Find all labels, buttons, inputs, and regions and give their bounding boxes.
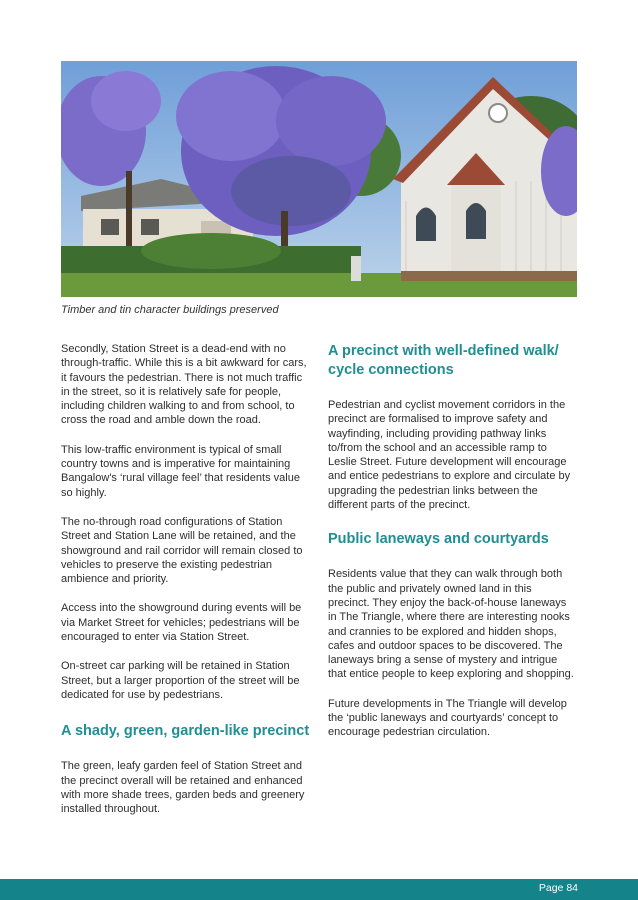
paragraph: The green, leafy garden feel of Station Street and the precinct overall will be retained and enhanced with more shade trees, garden beds and greenery installed throughout. [61, 760, 305, 816]
building-photo [61, 61, 577, 297]
photo-caption: Timber and tin character buildings preserved [61, 304, 279, 316]
footer-bar [0, 879, 638, 900]
section-heading: Public laneways and courtyards [328, 531, 549, 548]
paragraph: On-street car parking will be retained in Station Street, but a larger proportion of the street will be dedicated for use by pedestrians. [61, 660, 300, 701]
paragraph: The no-through road configurations of Station Street and Station Lane will be retained, and the showground and rail corridor will remain closed to vehicles to preserve the existing pedestrian ambience and priority. [61, 515, 303, 586]
paragraph: Secondly, Station Street is a dead-end with no through-traffic. While this is a bit awkward for cars, it favours the pedestrian. There is not much traffic in the street, so it is relatively safe for people, including children walking to and from school, to cross the road and amble down the road. [61, 343, 307, 427]
right-column [328, 342, 574, 755]
section-heading: A shady, green, garden-like precinct [61, 723, 310, 740]
paragraph: This low-traffic environment is typical of small country towns and is imperative for maintaining Bangalow's ‘rural village feel’ that residents value so highly. [61, 443, 300, 499]
paragraph: Access into the showground during events will be via Market Street for vehicles; pedestrians will be encouraged to enter via Station Street. [61, 602, 302, 644]
section-heading: A precinct with well-defined walk/ cycle connections [328, 343, 559, 378]
left-column [61, 342, 311, 831]
paragraph: Pedestrian and cyclist movement corridors in the precinct are formalised to improve safety and wayfinding, including providing pathway links to/from the school and an accessible ramp to Leslie Street. Future development will encourage and entice pedestrians to explore and circulate by upgrading the pedestrian links between the different parts of the precinct. [328, 399, 571, 512]
paragraph: Residents value that they can walk through both the public and privately owned land in this precinct. They enjoy the back-of-house laneways in The Triangle, where there are interesting nooks and crannies to be explored and hidden shops, cafes and outdoor spaces to be discovered. The laneways bring a sense of mystery and intrigue that entice people to keep exploring and shopping. [328, 568, 574, 681]
page-number: Page 84 [538, 882, 578, 894]
paragraph: Future developments in The Triangle will develop the ‘public laneways and courtyards’ concept to encourage pedestrian circulation. [328, 697, 567, 739]
